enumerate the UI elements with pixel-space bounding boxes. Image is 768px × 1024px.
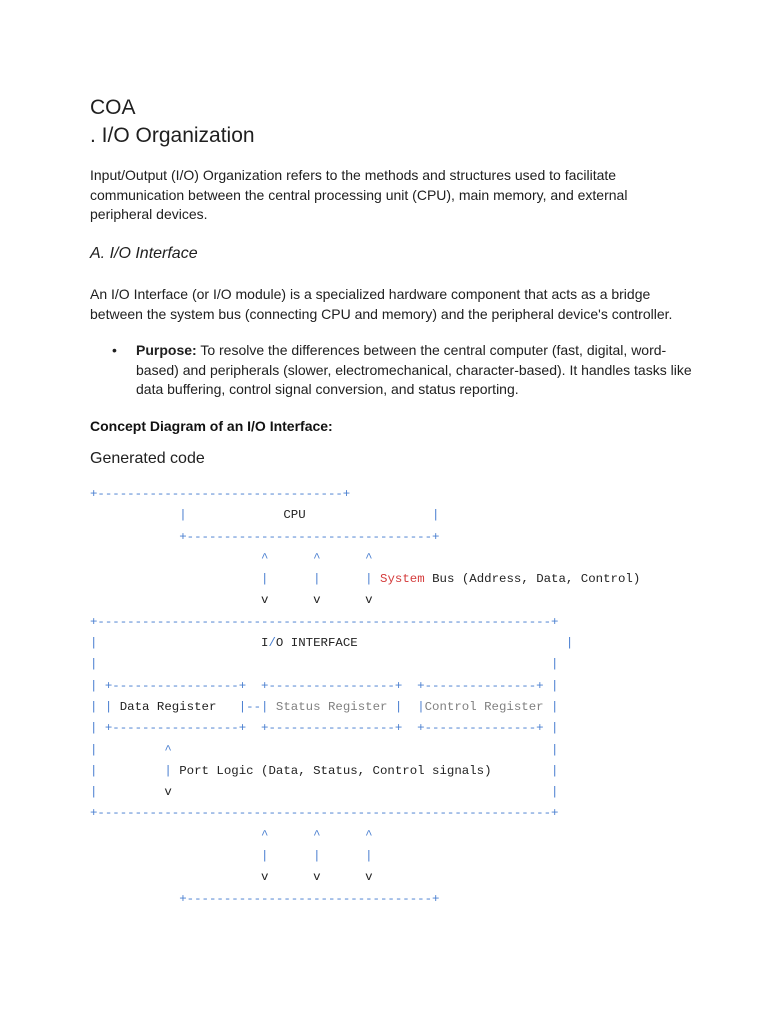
code-line (90, 785, 558, 799)
bullet-text (136, 341, 696, 400)
code-line (90, 828, 373, 842)
code-token (544, 700, 551, 714)
generated-code-label: Generated code (90, 450, 205, 467)
code-token: / (268, 636, 276, 651)
bullet-label: Purpose: (136, 342, 197, 358)
code-token: Bus (Address, Data, Control) (424, 572, 641, 587)
code-token (90, 508, 179, 522)
bullet-dot-icon: • (112, 342, 117, 358)
code-token: +---------------------------------+ (90, 487, 351, 501)
code-block (90, 484, 640, 910)
code-token (268, 849, 313, 863)
code-token: | | (90, 699, 113, 714)
code-token (90, 572, 261, 586)
code-token: | (90, 785, 98, 800)
code-token: | +-----------------+ +-----------------+ +---------------+ | (90, 678, 559, 693)
diagram-title: Concept Diagram of an I/O Interface: (90, 418, 333, 434)
code-token (90, 849, 261, 863)
code-line (90, 593, 373, 607)
code-token (90, 530, 179, 544)
code-token (268, 551, 313, 565)
code-line (90, 530, 439, 544)
code-line (90, 700, 558, 714)
code-token (321, 849, 366, 863)
code-token: | (365, 572, 373, 587)
code-line (90, 870, 373, 884)
code-token (97, 657, 551, 671)
code-token: v v v (90, 593, 373, 608)
code-line (90, 892, 439, 906)
code-line (90, 508, 439, 522)
doc-title: COA (90, 96, 136, 119)
code-token (321, 828, 366, 842)
code-token: ^ (313, 550, 321, 565)
code-token: Data Register (112, 699, 239, 714)
code-token (90, 551, 261, 565)
code-token: | (551, 742, 559, 757)
code-token (268, 572, 313, 586)
code-token: | (551, 763, 559, 778)
code-token: | (417, 699, 425, 714)
code-token: | (90, 657, 98, 672)
code-line (90, 572, 640, 586)
code-token: | (261, 849, 269, 864)
code-token (321, 551, 366, 565)
code-token (97, 764, 164, 778)
code-token: | (261, 572, 269, 587)
code-token: CPU (186, 508, 433, 523)
section-a-heading: A. I/O Interface (90, 245, 198, 262)
doc-subtitle: . I/O Organization (90, 124, 255, 147)
code-token: ^ (313, 827, 321, 842)
code-token: I (97, 636, 269, 651)
code-token: ^ (261, 827, 269, 842)
code-line (90, 636, 573, 650)
code-token: v v v (90, 870, 373, 885)
code-token: Control Register (424, 699, 544, 714)
code-token: Status Register (268, 699, 395, 714)
code-token: +-------------------------------------------------------------+ (90, 806, 559, 821)
code-token (402, 700, 417, 714)
code-line (90, 764, 558, 778)
code-token: +-------------------------------------------------------------+ (90, 614, 559, 629)
code-token (373, 572, 380, 586)
code-line (90, 679, 558, 693)
code-token: |--| (238, 699, 269, 714)
code-token: | (313, 572, 321, 587)
code-token (321, 572, 366, 586)
code-line (90, 615, 558, 629)
code-token: ^ (365, 827, 373, 842)
code-token: | (365, 849, 373, 864)
code-token: v (97, 785, 552, 800)
code-token: | (164, 763, 172, 778)
bullet-body: To resolve the differences between the central computer (fast, digital, word-based) and peripherals (slower, electromechanical, character-based). It handles tasks like data buffering, control signal conversion, and status reporting. (136, 342, 692, 397)
code-line (90, 551, 373, 565)
code-token: | (551, 699, 559, 714)
code-token: Port Logic (Data, Status, Control signals) (171, 763, 552, 778)
code-token (172, 743, 551, 757)
code-token: +---------------------------------+ (179, 529, 440, 544)
code-token: | (313, 849, 321, 864)
code-token: ^ (261, 550, 269, 565)
code-token: | (432, 508, 440, 523)
code-line (90, 806, 558, 820)
code-token: | (565, 636, 574, 651)
intro-paragraph: Input/Output (I/O) Organization refers to the methods and structures used to facilitate communication between the central processing unit (CPU), main memory, and external peripheral devices. (90, 167, 628, 222)
code-token: | (394, 699, 403, 714)
code-token: | (90, 636, 98, 651)
code-token (97, 743, 164, 757)
code-line (90, 657, 558, 671)
code-token: | (90, 763, 98, 778)
code-token: | (90, 742, 98, 757)
code-token: ^ (365, 550, 373, 565)
code-token (90, 892, 179, 906)
code-line (90, 743, 558, 757)
code-token: O INTERFACE (275, 636, 566, 651)
code-token (90, 828, 261, 842)
code-token: System (380, 572, 425, 587)
code-token: | (551, 785, 559, 800)
code-token: | +-----------------+ +-----------------+ +---------------+ | (90, 721, 559, 736)
code-line (90, 487, 350, 501)
code-token: | (551, 657, 559, 672)
code-token: +---------------------------------+ (179, 891, 440, 906)
code-token (268, 828, 313, 842)
code-line (90, 721, 558, 735)
section-a-paragraph: An I/O Interface (or I/O module) is a specialized hardware component that acts as a bridge between the system bus (connecting CPU and memory) and the peripheral device's controller. (90, 286, 673, 322)
code-token: | (179, 508, 187, 523)
code-token: ^ (164, 742, 172, 757)
code-line (90, 849, 373, 863)
